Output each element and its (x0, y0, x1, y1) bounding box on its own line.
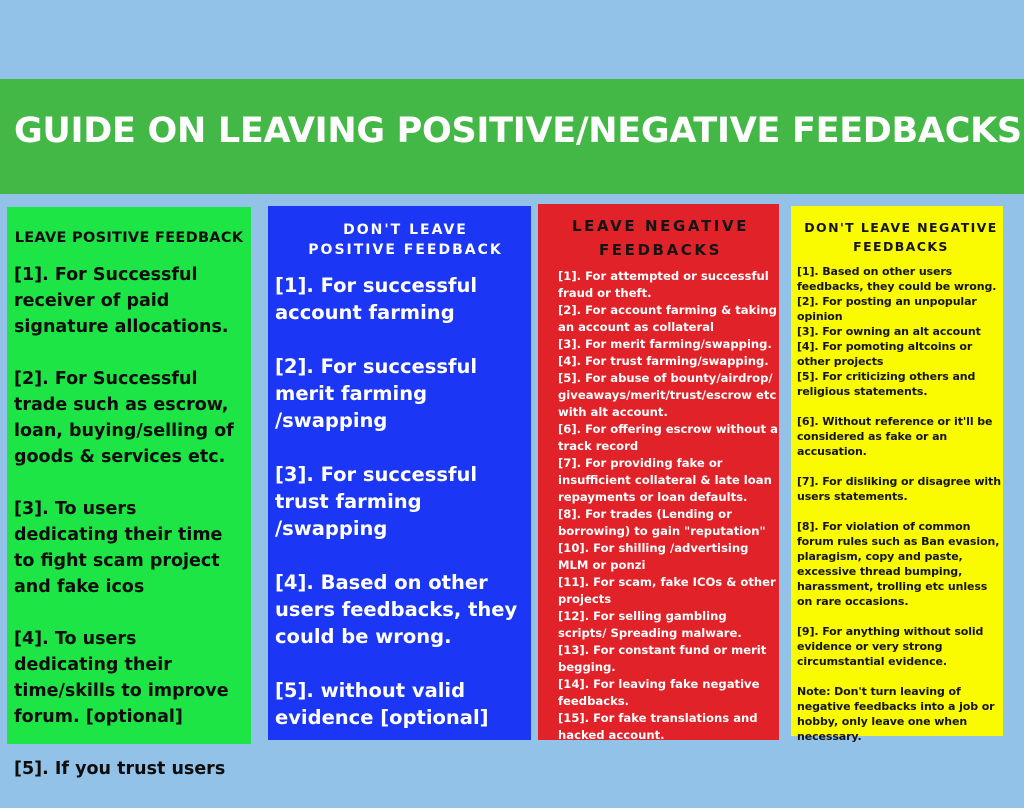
list-item: [7]. For providing fake or insufficient collateral & late loan repayments or loan defaults. (558, 456, 772, 504)
list-item: [14]. For leaving fake negative feedbacks. (558, 677, 760, 708)
list-item: [9]. For anything without solid evidence or very strong circumstantial evidence. (797, 625, 984, 668)
list-item: [12]. For selling gambling scripts/ Spreading malware. (558, 609, 742, 640)
list-item: [6]. For offering escrow without a track record (558, 422, 778, 453)
list-item: [1]. For successful account farming (275, 274, 478, 324)
list-item: [6]. Without reference or it'll be considered as fake or an accusation. (797, 415, 993, 458)
leave-positive-heading: LEAVE POSITIVE FEEDBACK (14, 230, 244, 246)
list-item: [13]. For constant fund or merit begging. (558, 643, 767, 674)
dont-leave-positive-heading: DON'T LEAVE POSITIVE FEEDBACK (308, 222, 503, 258)
list-item: [5]. without valid evidence [optional] (275, 679, 489, 729)
leave-negative-heading: LEAVE NEGATIVE FEEDBACKS (571, 217, 750, 259)
dont-leave-positive-panel (268, 206, 531, 740)
list-item: [2]. For account farming & taking an account as collateral (558, 303, 777, 334)
list-item: [15]. For fake translations and hacked account. (558, 711, 758, 742)
list-item: [8]. For trades (Lending or borrowing) to gain "reputation" (558, 507, 766, 538)
list-item: [1]. Based on other users feedbacks, they could be wrong. (797, 265, 997, 293)
list-item: [3]. For successful trust farming /swapping (275, 463, 478, 540)
list-item: [11]. For scam, fake ICOs & other projects (558, 575, 776, 606)
list-item: [4]. Based on other users feedbacks, they could be wrong. (275, 571, 518, 648)
dont-leave-negative-heading: DON'T LEAVE NEGATIVE FEEDBACKS (804, 220, 998, 254)
dont-leave-positive-list (275, 272, 527, 758)
leave-negative-panel (538, 204, 779, 740)
list-item: [10]. For shilling /advertising MLM or ponzi (558, 541, 749, 572)
list-item: Note: Don't turn leaving of negative feedbacks into a job or hobby, only leave one when necessary. (797, 685, 995, 743)
list-item: [3]. For owning an alt account (797, 325, 981, 338)
list-item: [2]. For posting an unpopular opinion (797, 295, 977, 323)
list-item: [3]. To users dedicating their time to fight scam project and fake icos (14, 499, 223, 597)
list-item: [8]. For violation of common forum rules such as Ban evasion, plaragism, copy and paste, excessive thread bumping, harassment, trolling etc unless on rare occasions. (797, 520, 1000, 608)
list-item: [2]. For successful merit farming /swapping (275, 355, 478, 432)
page-title: GUIDE ON LEAVING POSITIVE/NEGATIVE FEEDBACKS (14, 111, 1022, 151)
dont-leave-negative-panel (791, 206, 1003, 743)
list-item: [1]. For Successful receiver of paid signature allocations. (14, 265, 229, 337)
list-item: [3]. For merit farming/swapping. (558, 337, 772, 351)
leave-positive-list (14, 262, 246, 808)
list-item: [5]. If you trust users (14, 759, 226, 779)
list-item: [7]. For disliking or disagree with users statements. (797, 475, 1001, 503)
list-item: [1]. For attempted or successful fraud or theft. (558, 269, 769, 300)
list-item: [5]. For abuse of bounty/airdrop/ giveaways/merit/trust/escrow etc with alt account. (558, 371, 777, 419)
list-item: [4]. For trust farming/swapping. (558, 354, 769, 368)
dont-leave-negative-list (797, 264, 1003, 744)
list-item: [5]. For criticizing others and religious statements. (797, 370, 976, 398)
list-item: [4]. For pomoting altcoins or other projects (797, 340, 973, 368)
leave-positive-panel (7, 207, 251, 779)
list-item: [2]. For Successful trade such as escrow, loan, buying/selling of goods & services etc. (14, 369, 234, 467)
leave-negative-list (558, 268, 779, 744)
list-item: [4]. To users dedicating their time/skills to improve forum. [optional] (14, 629, 229, 727)
